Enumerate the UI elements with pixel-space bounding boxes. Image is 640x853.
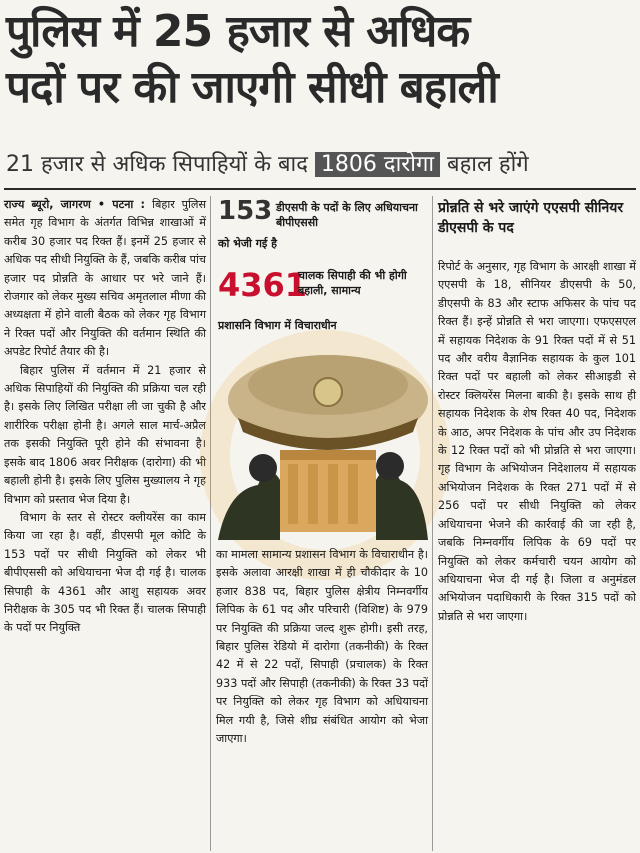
article-column-3 (438, 258, 636, 626)
headline-line-2: पदों पर की जाएगी सीधी बहाली (6, 62, 498, 113)
paragraph-3: विभाग के स्तर से रोस्टर क्लीयरेंस का काम किया जा रहा है। वहीं, डीएसपी मूल कोटि के 153 पदों पर सीधी नियुक्ति को लेकर भी बीपीएससी को अधियाचना भेज दी गई है। चालक सिपाही के 4361 और आशु सहायक अवर निरीक्षक के 305 पद भी रिक्त हैं। चालक सिपाही के पदों पर नियुक्ति (4, 510, 206, 635)
paragraph-4: का मामला सामान्य प्रशासन विभाग के विचाराधीन है। इसके अलावा आरक्षी शाखा में ही चौकीदार के 10 हजार 838 पद, बिहार पुलिस क्षेत्रीय निम्नवर्गीय लिपिक के 61 पद और परिचारी (विशिष्ट) के 979 पर नियुक्ति की प्रक्रिया जल्द शुरू होगी। इसी तरह, बिहार पुलिस रेडियो में दारोगा (तकनीकी) के रिक्त 42 में से 22 पदों, सिपाही (प्रचालक) के रिक्त 933 पदों और सिपाही (तकनीकी) के रिक्त 33 पदों पर नियुक्ति को लेकर गृह विभाग को अधियाचना मिल गयी है, जिसे शीघ्र संबंधित आयोग को भेजा जाएगा। (216, 548, 428, 746)
article-column-2 (216, 546, 428, 748)
highlight-box-153 (218, 196, 428, 256)
highlight-text-153-line2: को भेजी गई है (218, 237, 277, 250)
column-divider-1 (210, 196, 211, 851)
headline (6, 4, 636, 116)
paragraph-2: बिहार पुलिस में वर्तमान में 21 हजार से अधिक सिपाहियों की नियुक्ति की प्रक्रिया चल रही है। इसके लिए लिखित परीक्षा ली जा चुकी है और शारीरिक परीक्षा होनी है। अगले साल मार्च-अप्रैल तक इसकी नियुक्ति पूरी होने की संभावना है। इसके बाद 1806 अवर निरीक्षक (दारोगा) की भी बहाली होनी है। इसके लिए पुलिस मुख्यालय ने गृह विभाग को प्रस्ताव भेज दिया है। (4, 363, 206, 506)
highlight-number-153: 153 (218, 196, 273, 226)
subheadline (6, 150, 636, 182)
subhead-after: बहाल होंगे (440, 152, 529, 177)
highlight-number-4361: 4361 (218, 266, 308, 304)
subhead-before: 21 हजार से अधिक सिपाहियों के बाद (6, 152, 315, 177)
paragraph-5: रिपोर्ट के अनुसार, गृह विभाग के आरक्षी शाखा में एएसपी के 18, सीनियर डीएसपी के 50, डीएसपी के 83 और स्टाफ अफिसर के पांच पद रिक्त हैं। इन्हें प्रोन्नति से भरा जाएगा। एफएसएल में सहायक निदेशक के 91 रिक्त पदों में से 51 पद और वरीय वैज्ञानिक सहायक के कुल 101 रिक्त पदों पर बहाली को लेकर सीआइडी से रोस्टर क्लियरेंस मिलना बाकी है। इसके साथ ही सहायक निदेशक के शेष रिक्त 40 पद, निदेशक के आठ, अपर निदेशक के पांच और उप निदेशक के 12 रिक्त पदों को भी प्रोन्नति से भरा जाएगा। गृह विभाग के अभियोजन निदेशालय में सहायक अभियोजन निदेशक के रिक्त 271 पदों में से 256 पदों पर सीधी नियुक्ति को लेकर अधियाचना भेजने की कार्रवाई की जा रही है, जबकि निम्नवर्गीय लिपिक के 69 पदों पर नियुक्ति को लेकर कर्मचारी चयन आयोग को अधियाचना भेज दी गई है। जिला व अनुमंडल अभियोजन पदाधिकारी के रिक्त 315 पदों को प्रोन्नति से भरा जाएगा। (438, 260, 636, 623)
highlight-text-153: डीएसपी के पदों के लिए अधियाचना बीपीएससी (276, 201, 418, 229)
highlight-text-4361: चालक सिपाही की भी होगी बहाली, सामान्य (298, 269, 407, 297)
paragraph-1 (4, 196, 206, 362)
subhead-highlight: 1806 दारोगा (315, 152, 440, 177)
column-3-heading: प्रोन्नति से भरे जाएंगे एएसपी सीनियर डीएसपी के पद (438, 200, 624, 236)
headline-line-1: पुलिस में 25 हजार से अधिक (6, 6, 470, 57)
highlight-box-4361 (218, 262, 428, 332)
highlight-text-4361-line2: प्रशासनि विभाग में विचाराधीन (218, 319, 337, 332)
dateline: राज्य ब्यूरो, जागरण • पटना : (4, 198, 153, 211)
column-divider-2 (432, 196, 433, 851)
headline-rule (4, 188, 636, 190)
article-column-1 (4, 196, 206, 638)
police-cap-illustration (218, 340, 428, 540)
paragraph-1-text: बिहार पुलिस समेत गृह विभाग के अंतर्गत विभिन्न शाखाओं में करीब 30 हजार पद रिक्त हैं। इनमें 25 हजार से अधिक पद सीधी नियुक्ति के हैं, जबकि करीब पांच हजार पद प्रोन्नति के आधार पर भरे जाने हैं। रोजगार को लेकर मुख्य सचिव अमृतलाल मीणा की अध्यक्षता में होने वाली बैठक को लेकर गृह विभाग ने रिक्त पदों और नियुक्ति की वर्तमान स्थिति की अपडेट रिपोर्ट तैयार की है। (4, 198, 207, 359)
